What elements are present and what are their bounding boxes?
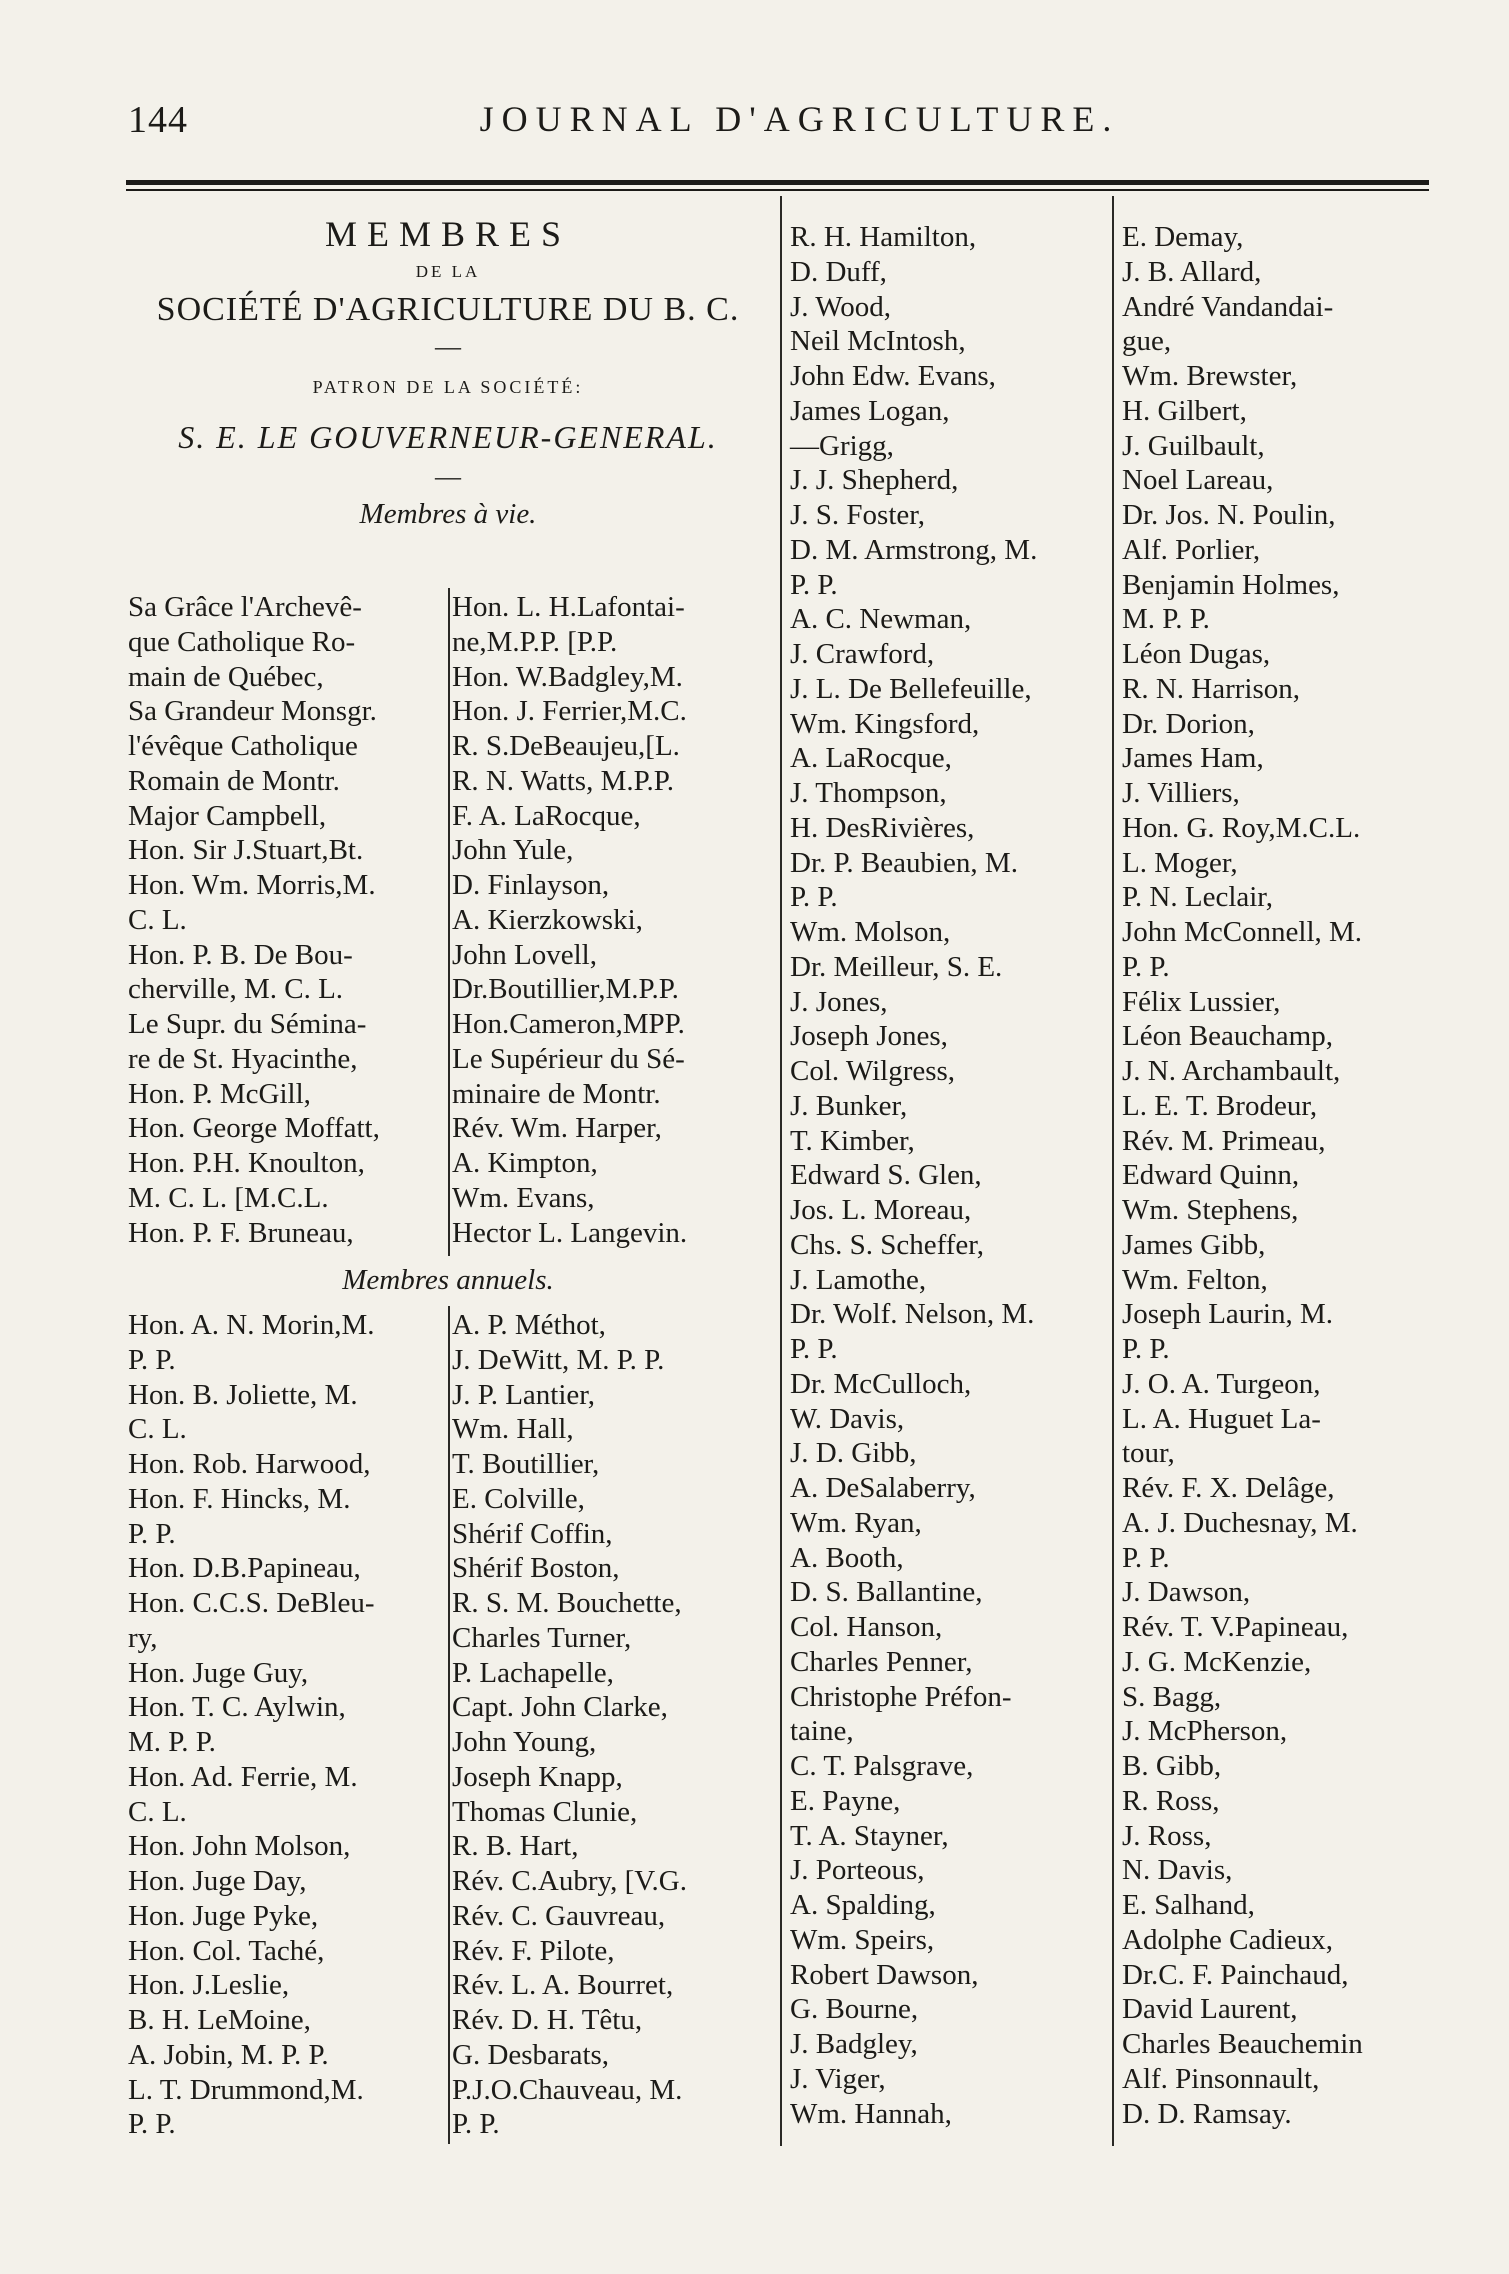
member-entry: minaire de Montr. xyxy=(452,1077,661,1110)
member-entry: J. B. Allard, xyxy=(1122,255,1262,288)
member-entry: Hon.Cameron,MPP. xyxy=(452,1008,685,1040)
member-entry: J. Badgley, xyxy=(790,2028,918,2060)
member-entry: P. P. xyxy=(128,1343,176,1376)
member-entry: J. Crawford, xyxy=(790,638,935,670)
separator-dash: — xyxy=(435,332,461,361)
member-entry: A. DeSalaberry, xyxy=(790,1472,976,1504)
member-entry: P. P. xyxy=(1122,950,1170,983)
member-entry: Col. Wilgress, xyxy=(790,1055,956,1087)
member-entry: Joseph Laurin, M. xyxy=(1122,1298,1334,1331)
member-entry: gue, xyxy=(1122,325,1172,358)
member-entry: A. J. Duchesnay, M. xyxy=(1122,1506,1358,1539)
page-number: 144 xyxy=(128,99,188,141)
member-entry: R. N. Watts, M.P.P. xyxy=(452,764,674,797)
member-entry: Rév. F. X. Delâge, xyxy=(1122,1472,1335,1504)
member-entry: Wm. Hannah, xyxy=(790,2097,952,2130)
member-entry: J. J. Shepherd, xyxy=(790,464,959,497)
member-entry: L. E. T. Brodeur, xyxy=(1122,1089,1318,1122)
member-entry: Hon. Sir J.Stuart,Bt. xyxy=(128,834,364,867)
member-entry: Dr. Dorion, xyxy=(1122,707,1255,740)
column-divider xyxy=(1112,196,1114,2146)
member-entry: Rév. C.Aubry, [V.G. xyxy=(452,1865,687,1897)
member-entry: M. P. P. xyxy=(1122,603,1210,636)
member-entry: David Laurent, xyxy=(1122,1993,1298,2026)
separator-dash: — xyxy=(435,462,461,491)
member-entry: Charles Beauchemin xyxy=(1122,2028,1363,2060)
member-entry: Wm. Evans, xyxy=(452,1181,595,1214)
member-entry: John Young, xyxy=(452,1726,597,1758)
member-entry: D. D. Ramsay. xyxy=(1122,2097,1292,2130)
member-entry: P. P. xyxy=(1122,1541,1170,1574)
life-members-right-column xyxy=(452,590,687,1250)
member-entry: Charles Penner, xyxy=(790,1645,973,1678)
annual-members-left-column xyxy=(128,1308,375,2142)
member-entry: Wm. Ryan, xyxy=(790,1506,922,1539)
member-entry: T. A. Stayner, xyxy=(790,1819,949,1852)
member-entry: Robert Dawson, xyxy=(790,1958,979,1991)
member-entry: Hon. G. Roy,M.C.L. xyxy=(1122,811,1361,844)
member-entry: J. Viger, xyxy=(790,2062,886,2095)
column-divider xyxy=(780,196,782,2146)
member-entry: P. N. Leclair, xyxy=(1122,881,1274,914)
governor-heading: S. E. LE GOUVERNEUR-GENERAL. xyxy=(178,419,718,455)
member-entry: Hon. Juge Guy, xyxy=(128,1656,309,1689)
member-entry: Shérif Boston, xyxy=(452,1552,620,1585)
members-column-4 xyxy=(1122,220,1363,2131)
member-entry: J. N. Archambault, xyxy=(1122,1055,1341,1087)
member-entry: Hon. P.H. Knoulton, xyxy=(128,1147,365,1179)
member-entry: re de St. Hyacinthe, xyxy=(128,1042,358,1075)
member-entry: Joseph Knapp, xyxy=(452,1760,623,1793)
member-entry: P. P. xyxy=(790,881,838,914)
member-entry: P. Lachapelle, xyxy=(452,1656,614,1689)
member-entry: Romain de Montr. xyxy=(128,764,340,797)
life-members-heading: Membres à vie. xyxy=(359,498,537,530)
society-heading: SOCIÉTÉ D'AGRICULTURE DU B. C. xyxy=(156,291,740,328)
member-entry: R. N. Harrison, xyxy=(1122,672,1301,705)
member-entry: tour, xyxy=(1122,1437,1175,1470)
member-entry: Rév. D. H. Têtu, xyxy=(452,2004,643,2036)
member-entry: Félix Lussier, xyxy=(1122,985,1281,1018)
member-entry: Le Supr. du Sémina- xyxy=(128,1008,367,1040)
member-entry: Léon Dugas, xyxy=(1122,638,1271,670)
member-entry: James Logan, xyxy=(790,394,950,427)
member-entry: Hon. F. Hincks, M. xyxy=(128,1482,351,1515)
member-entry: Hon. P. F. Bruneau, xyxy=(128,1216,354,1249)
member-entry: Christophe Préfon- xyxy=(790,1680,1012,1713)
member-entry: Hon. Juge Pyke, xyxy=(128,1899,319,1932)
member-entry: Dr. Jos. N. Poulin, xyxy=(1122,499,1336,531)
member-entry: J. G. McKenzie, xyxy=(1122,1645,1312,1678)
member-entry: Wm. Molson, xyxy=(790,916,951,948)
member-entry: Hon. A. N. Morin,M. xyxy=(128,1309,375,1341)
member-entry: Hon. J. Ferrier,M.C. xyxy=(452,695,687,728)
member-entry: ry, xyxy=(128,1621,158,1654)
member-entry: Le Supérieur du Sé- xyxy=(452,1042,685,1075)
member-entry: Rév. T. V.Papineau, xyxy=(1122,1611,1349,1643)
member-entry: Wm. Kingsford, xyxy=(790,707,980,740)
member-entry: P.J.O.Chauveau, M. xyxy=(452,2073,683,2106)
member-entry: D. M. Armstrong, M. xyxy=(790,533,1038,566)
member-entry: J. L. De Bellefeuille, xyxy=(790,672,1032,705)
member-entry: H. DesRivières, xyxy=(790,811,975,844)
member-entry: L. Moger, xyxy=(1122,846,1238,879)
member-entry: G. Bourne, xyxy=(790,1993,919,2026)
member-entry: J. Thompson, xyxy=(790,777,947,809)
member-entry: Hector L. Langevin. xyxy=(452,1216,688,1249)
member-entry: L. A. Huguet La- xyxy=(1122,1402,1321,1435)
member-entry: Rév. Wm. Harper, xyxy=(452,1112,662,1145)
member-entry: Neil McIntosh, xyxy=(790,325,966,358)
member-entry: Major Campbell, xyxy=(128,799,327,832)
member-entry: A. Jobin, M. P. P. xyxy=(128,2038,329,2071)
member-entry: Hon. J.Leslie, xyxy=(128,1969,290,2002)
member-entry: D. S. Ballantine, xyxy=(790,1576,983,1609)
member-entry: R. S.DeBeaujeu,[L. xyxy=(452,730,680,762)
member-entry: Thomas Clunie, xyxy=(452,1795,638,1828)
member-entry: P. P. xyxy=(452,2108,500,2141)
member-entry: Jos. L. Moreau, xyxy=(790,1194,972,1226)
member-entry: J. McPherson, xyxy=(1122,1715,1288,1748)
member-entry: R. S. M. Bouchette, xyxy=(452,1587,682,1619)
member-entry: Rév. C. Gauvreau, xyxy=(452,1899,666,1932)
member-entry: James Gibb, xyxy=(1122,1228,1266,1261)
member-entry: Hon. T. C. Aylwin, xyxy=(128,1691,346,1724)
member-entry: W. Davis, xyxy=(790,1402,905,1435)
member-entry: D. Duff, xyxy=(790,255,887,288)
members-column-3 xyxy=(790,220,1037,2131)
membres-heading: MEMBRES xyxy=(324,214,572,254)
member-entry: Rév. F. Pilote, xyxy=(452,1934,615,1967)
member-entry: Hon. Ad. Ferrie, M. xyxy=(128,1760,358,1793)
member-entry: J. Guilbault, xyxy=(1122,429,1265,462)
member-entry: R. B. Hart, xyxy=(452,1830,579,1863)
member-entry: C. T. Palsgrave, xyxy=(790,1750,974,1782)
member-entry: M. P. P. xyxy=(128,1726,216,1758)
member-entry: C. L. xyxy=(128,903,187,936)
member-entry: Hon. C.C.S. DeBleu- xyxy=(128,1587,375,1619)
member-entry: main de Québec, xyxy=(128,660,324,693)
member-entry: B. Gibb, xyxy=(1122,1750,1222,1782)
member-entry: taine, xyxy=(790,1715,854,1748)
member-entry: Sa Grâce l'Archevê- xyxy=(128,591,362,623)
member-entry: Hon. Rob. Harwood, xyxy=(128,1448,371,1480)
member-entry: Noel Lareau, xyxy=(1122,464,1274,497)
member-entry: J. Villiers, xyxy=(1122,777,1240,809)
member-entry: J. P. Lantier, xyxy=(452,1378,596,1411)
member-entry: Alf. Pinsonnault, xyxy=(1122,2062,1320,2095)
member-entry: P. P. xyxy=(1122,1333,1170,1365)
member-entry: Dr.Boutillier,M.P.P. xyxy=(452,973,679,1006)
member-entry: Hon. Wm. Morris,M. xyxy=(128,869,376,901)
member-entry: L. T. Drummond,M. xyxy=(128,2073,364,2106)
member-entry: Hon. L. H.Lafontai- xyxy=(452,591,685,623)
member-entry: T. Kimber, xyxy=(790,1124,915,1157)
member-entry: cherville, M. C. L. xyxy=(128,973,344,1006)
member-entry: Edward S. Glen, xyxy=(790,1159,982,1192)
life-members-left-column xyxy=(128,590,380,1250)
member-entry: Dr. Meilleur, S. E. xyxy=(790,950,1003,983)
title-block xyxy=(120,212,776,536)
member-entry: Dr. McCulloch, xyxy=(790,1367,972,1400)
member-entry: Hon. John Molson, xyxy=(128,1830,351,1863)
column-divider xyxy=(448,1306,450,2144)
member-entry: Hon. Col. Taché, xyxy=(128,1934,325,1967)
member-entry: J. S. Foster, xyxy=(790,499,926,531)
member-entry: Charles Turner, xyxy=(452,1621,632,1654)
patron-label: PATRON DE LA SOCIÉTÉ: xyxy=(312,377,584,397)
member-entry: Wm. Felton, xyxy=(1122,1263,1268,1296)
member-entry: Sa Grandeur Monsgr. xyxy=(128,695,377,728)
member-entry: Hon. B. Joliette, M. xyxy=(128,1378,358,1411)
member-entry: Hon. P. McGill, xyxy=(128,1077,311,1110)
member-entry: A. Kierzkowski, xyxy=(452,903,643,936)
member-entry: E. Payne, xyxy=(790,1784,901,1817)
member-entry: Wm. Brewster, xyxy=(1122,360,1298,392)
member-entry: Hon. George Moffatt, xyxy=(128,1112,380,1145)
member-entry: A. Kimpton, xyxy=(452,1147,598,1179)
member-entry: J. Jones, xyxy=(790,985,888,1018)
member-entry: E. Colville, xyxy=(452,1482,585,1515)
member-entry: T. Boutillier, xyxy=(452,1448,600,1480)
member-entry: Hon. P. B. De Bou- xyxy=(128,938,353,971)
member-entry: Hon. D.B.Papineau, xyxy=(128,1552,361,1585)
member-entry: A. P. Méthot, xyxy=(452,1309,606,1341)
member-entry: N. Davis, xyxy=(1122,1854,1233,1887)
member-entry: J. DeWitt, M. P. P. xyxy=(452,1343,665,1376)
member-entry: J. Lamothe, xyxy=(790,1263,927,1296)
member-entry: Joseph Jones, xyxy=(790,1020,948,1053)
member-entry: J. Porteous, xyxy=(790,1854,925,1887)
member-entry: Wm. Speirs, xyxy=(790,1923,935,1956)
member-entry: A. LaRocque, xyxy=(790,742,952,775)
member-entry: P. P. xyxy=(128,1517,176,1550)
member-entry: G. Desbarats, xyxy=(452,2038,610,2071)
member-entry: P. P. xyxy=(128,2108,176,2141)
member-entry: John McConnell, M. xyxy=(1122,916,1363,948)
member-entry: Adolphe Cadieux, xyxy=(1122,1923,1334,1956)
member-entry: E. Demay, xyxy=(1122,221,1244,253)
member-entry: l'évêque Catholique xyxy=(128,730,358,762)
member-entry: Capt. John Clarke, xyxy=(452,1691,668,1724)
member-entry: que Catholique Ro- xyxy=(128,625,356,658)
member-entry: Rév. M. Primeau, xyxy=(1122,1124,1326,1157)
member-entry: Edward Quinn, xyxy=(1122,1159,1300,1192)
member-entry: Wm. Hall, xyxy=(452,1413,574,1446)
member-entry: Léon Beauchamp, xyxy=(1122,1020,1333,1053)
member-entry: Hon. W.Badgley,M. xyxy=(452,660,683,693)
member-entry: P. P. xyxy=(790,1333,838,1365)
annual-members-heading: Membres annuels. xyxy=(342,1264,554,1296)
member-entry: S. Bagg, xyxy=(1122,1680,1222,1713)
member-entry: F. A. LaRocque, xyxy=(452,799,641,832)
member-entry: E. Salhand, xyxy=(1122,1889,1255,1921)
member-entry: P. P. xyxy=(790,568,838,601)
header-rule-thick xyxy=(126,180,1429,185)
member-entry: Rév. L. A. Bourret, xyxy=(452,1969,674,2002)
member-entry: R. H. Hamilton, xyxy=(790,221,977,253)
member-entry: Dr.C. F. Painchaud, xyxy=(1122,1958,1349,1991)
member-entry: ne,M.P.P. [P.P. xyxy=(452,625,618,658)
member-entry: C. L. xyxy=(128,1795,187,1828)
member-entry: J. Ross, xyxy=(1122,1819,1212,1852)
member-entry: D. Finlayson, xyxy=(452,869,610,901)
annual-members-right-column xyxy=(452,1308,687,2142)
member-entry: James Ham, xyxy=(1122,742,1264,775)
member-entry: Benjamin Holmes, xyxy=(1122,568,1340,601)
member-entry: A. C. Newman, xyxy=(790,603,972,636)
member-entry: Col. Hanson, xyxy=(790,1611,943,1643)
member-entry: André Vandandai- xyxy=(1122,290,1334,323)
header-rule-thin xyxy=(126,189,1429,191)
member-entry: John Lovell, xyxy=(452,938,597,971)
member-entry: J. O. A. Turgeon, xyxy=(1122,1367,1321,1400)
member-entry: B. H. LeMoine, xyxy=(128,2004,311,2036)
member-entry: Shérif Coffin, xyxy=(452,1517,613,1550)
member-entry: J. Bunker, xyxy=(790,1089,908,1122)
de-la-heading: DE LA xyxy=(415,262,481,281)
member-entry: R. Ross, xyxy=(1122,1784,1220,1817)
member-entry: Wm. Stephens, xyxy=(1122,1194,1299,1226)
member-entry: John Edw. Evans, xyxy=(790,360,996,392)
member-entry: J. Wood, xyxy=(790,290,892,323)
member-entry: H. Gilbert, xyxy=(1122,394,1247,427)
member-entry: Alf. Porlier, xyxy=(1122,533,1261,566)
member-entry: Dr. Wolf. Nelson, M. xyxy=(790,1298,1035,1331)
running-title: JOURNAL D'AGRICULTURE. xyxy=(479,99,1120,139)
member-entry: A. Booth, xyxy=(790,1541,904,1574)
member-entry: J. D. Gibb, xyxy=(790,1437,917,1470)
member-entry: Chs. S. Scheffer, xyxy=(790,1228,985,1261)
member-entry: —Grigg, xyxy=(790,429,894,462)
member-entry: C. L. xyxy=(128,1413,187,1446)
member-entry: A. Spalding, xyxy=(790,1889,936,1921)
member-entry: M. C. L. [M.C.L. xyxy=(128,1181,329,1214)
member-entry: Hon. Juge Day, xyxy=(128,1865,307,1897)
column-divider xyxy=(448,588,450,1256)
member-entry: J. Dawson, xyxy=(1122,1576,1251,1609)
member-entry: Dr. P. Beaubien, M. xyxy=(790,846,1018,879)
member-entry: John Yule, xyxy=(452,834,574,867)
